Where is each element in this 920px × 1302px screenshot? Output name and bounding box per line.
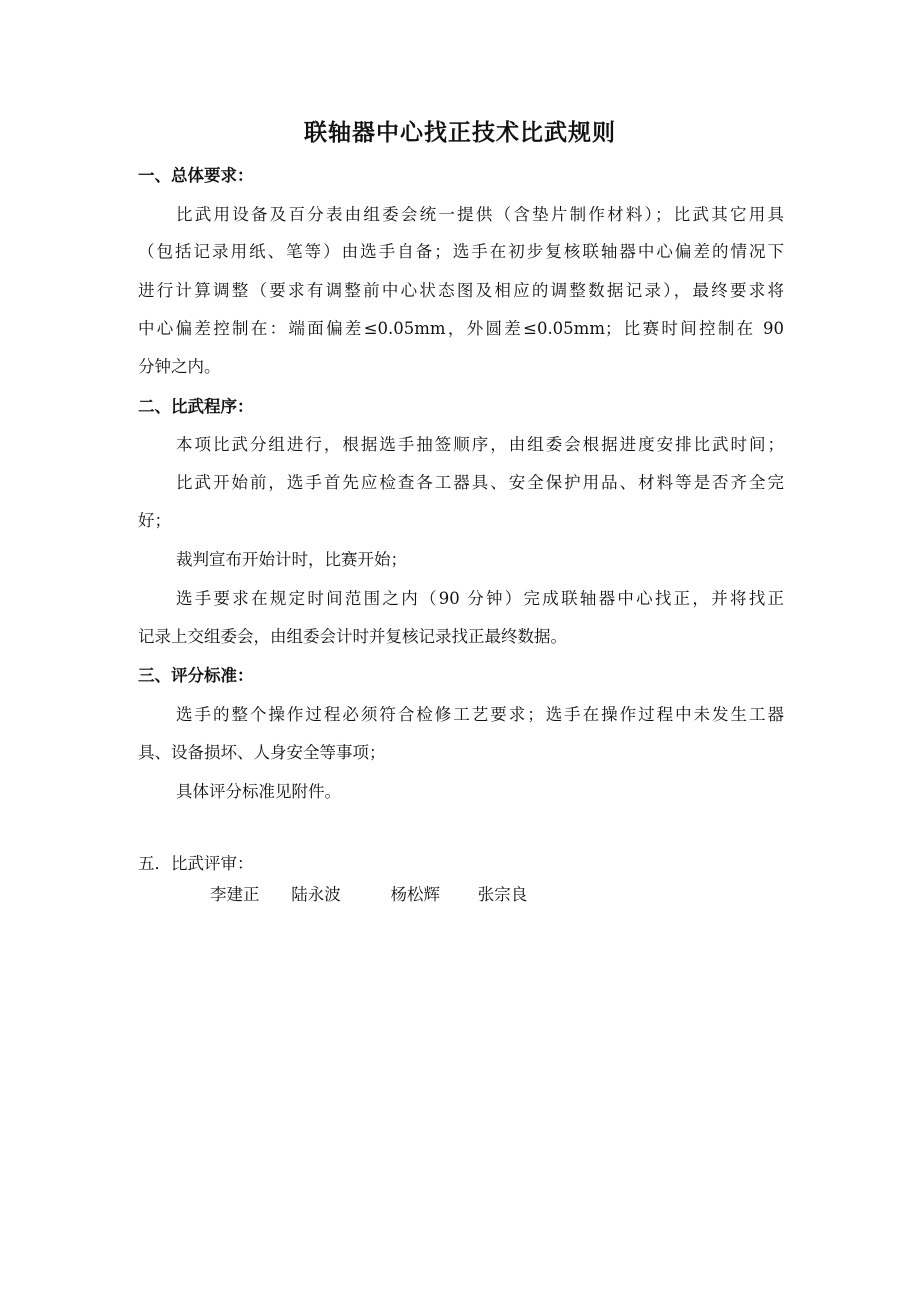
paragraph-line: 分钟之内。 — [138, 357, 221, 376]
paragraph-line: 具体评分标准见附件。 — [176, 782, 341, 801]
document-title: 联轴器中心找正技术比武规则 — [304, 119, 616, 146]
judge-name: 李建正 — [210, 885, 260, 904]
paragraph-line: （包括记录用纸、笔等）由选手自备；选手在初步复核联轴器中心偏差的情况下 — [138, 242, 784, 261]
paragraph-line: 记录上交组委会，由组委会计时并复核记录找正最终数据。 — [138, 627, 567, 646]
paragraph-line: 中心偏差控制在：端面偏差≤0.05mm，外圆差≤0.05mm；比赛时间控制在 90 — [138, 319, 784, 338]
paragraph-line: 选手的整个操作过程必须符合检修工艺要求；选手在操作过程中未发生工器 — [176, 705, 784, 724]
paragraph-line: 进行计算调整（要求有调整前中心状态图及相应的调整数据记录），最终要求将 — [138, 281, 784, 300]
section-heading-competition-procedure: 二、比武程序： — [138, 397, 254, 416]
paragraph-line: 好； — [138, 511, 171, 530]
paragraph-line: 具、设备损坏、人身安全等事项； — [138, 743, 386, 762]
paragraph-line: 选手要求在规定时间范围之内（90 分钟）完成联轴器中心找正，并将找正 — [176, 589, 784, 608]
section-heading-scoring-criteria: 三、评分标准： — [138, 666, 254, 685]
paragraph-line: 比武用设备及百分表由组委会统一提供（含垫片制作材料）；比武其它用具 — [176, 205, 784, 224]
paragraph-line: 比武开始前，选手首先应检查各工器具、安全保护用品、材料等是否齐全完 — [176, 473, 784, 492]
section-heading-general-requirements: 一、总体要求： — [138, 166, 254, 185]
paragraph-line: 裁判宣布开始计时，比赛开始； — [176, 550, 407, 569]
judge-name: 杨松辉 — [390, 885, 440, 904]
paragraph-line: 本项比武分组进行，根据选手抽签顺序，由组委会根据进度安排比武时间； — [176, 435, 784, 454]
judge-name: 陆永波 — [291, 885, 341, 904]
judge-name: 张宗良 — [477, 885, 528, 904]
judges-heading: 五．比武评审： — [138, 854, 254, 873]
judges-list — [210, 884, 527, 906]
